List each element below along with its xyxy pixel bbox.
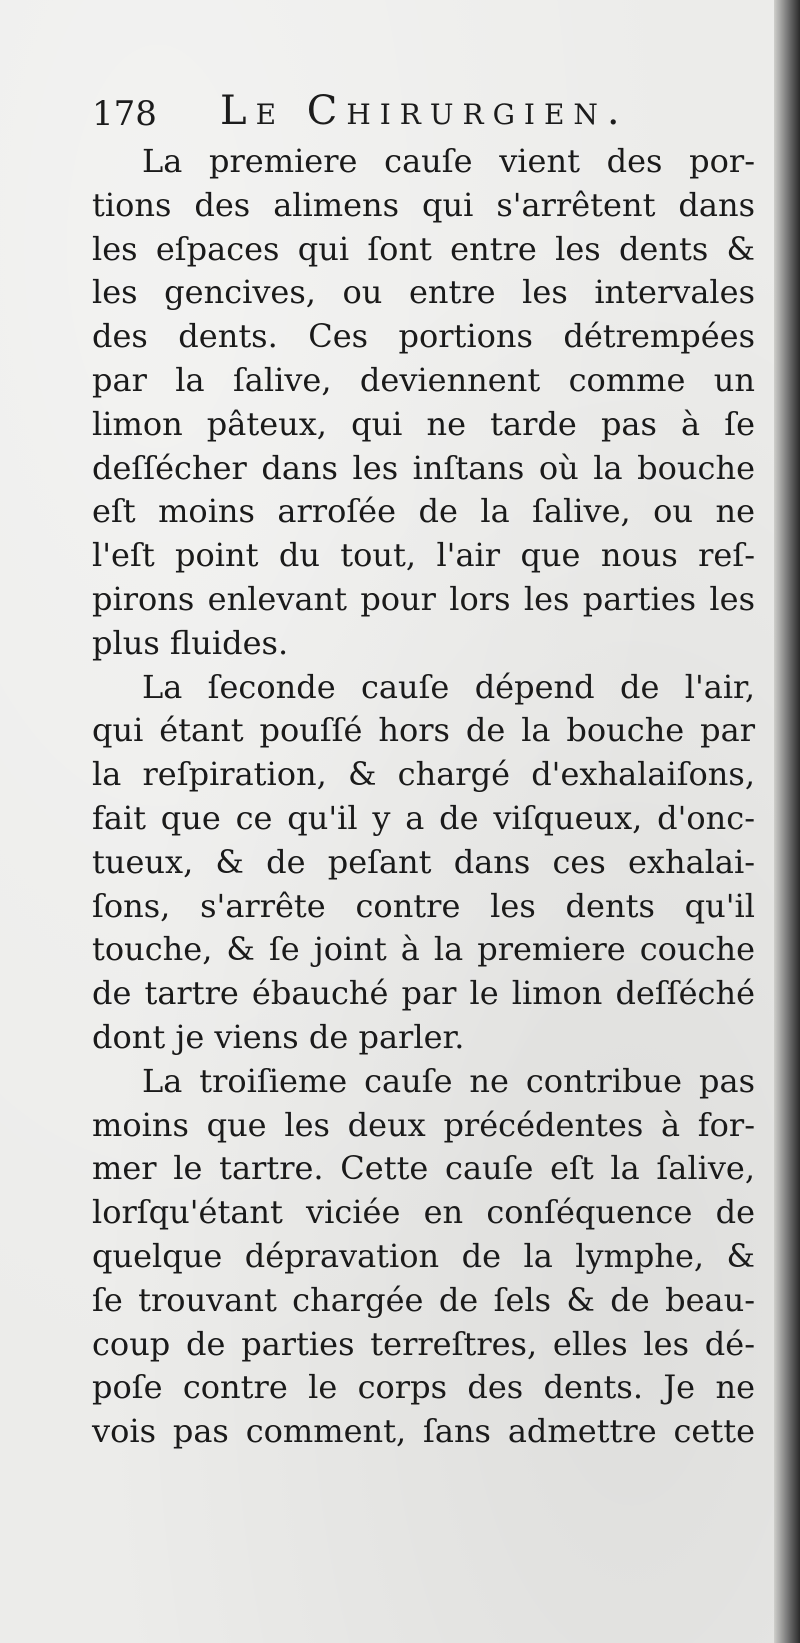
- text-line: deſſécher dans les inſtans où la bouche: [92, 448, 755, 487]
- text-line: pirons enlevant pour lors les parties les: [92, 579, 755, 618]
- text-line: ſe trouvant chargée de ſels & de beau-: [92, 1280, 755, 1319]
- text-line: coup de parties terreſtres, elles les dé-: [92, 1324, 755, 1363]
- text-line: ſons, s'arrête contre les dents qu'il: [92, 886, 755, 925]
- paragraph-2: [92, 666, 755, 1060]
- text-line: touche, & ſe joint à la premiere couche: [92, 930, 755, 969]
- running-title: Le Chirurgien.: [220, 88, 629, 134]
- text-line: quelque dépravation de la lymphe, &: [92, 1236, 755, 1275]
- text-line: tueux, & de peſant dans ces exhalai-: [92, 842, 755, 881]
- page-number: 178: [92, 94, 157, 134]
- text-line: moins que les deux précédentes à for-: [92, 1105, 755, 1144]
- text-line: par la ſalive, deviennent comme un: [92, 360, 755, 399]
- text-line: vois pas comment, ſans admettre cette: [92, 1412, 755, 1451]
- text-line: La premiere cauſe vient des por-: [142, 142, 755, 180]
- text-line: dont je viens de parler.: [92, 1017, 465, 1056]
- text-line: limon pâteux, qui ne tarde pas à ſe: [92, 404, 755, 443]
- text-line: de tartre ébauché par le limon deſſéché: [92, 974, 755, 1013]
- text-line: plus fluides.: [92, 623, 289, 662]
- text-line: les gencives, ou entre les intervales: [92, 273, 755, 312]
- paragraph-1: [92, 140, 755, 666]
- text-line: qui étant pouſſé hors de la bouche par: [92, 711, 755, 750]
- text-line: la reſpiration, & chargé d'exhalaiſons,: [92, 755, 755, 794]
- text-line: lorſqu'étant viciée en conſéquence de: [92, 1193, 755, 1232]
- text-line: eſt moins arroſée de la ſalive, ou ne: [92, 492, 755, 531]
- text-line: les eſpaces qui ſont entre les dents &: [92, 229, 755, 268]
- text-line: La troiſieme cauſe ne contribue pas: [142, 1061, 755, 1100]
- text-line: poſe contre le corps des dents. Je ne: [92, 1368, 755, 1407]
- text-line: mer le tartre. Cette cauſe eſt la ſalive,: [92, 1149, 755, 1188]
- page-edge-shadow: [774, 0, 800, 1643]
- text-line: tions des alimens qui s'arrêtent dans: [92, 185, 755, 224]
- body-text: [92, 140, 755, 1454]
- text-line: La ſeconde cauſe dépend de l'air,: [142, 667, 755, 706]
- text-line: l'eſt point du tout, l'air que nous reſ-: [92, 536, 755, 575]
- page-header: [92, 88, 772, 138]
- paragraph-3: [92, 1060, 755, 1454]
- text-line: des dents. Ces portions détrempées: [92, 317, 755, 356]
- text-line: fait que ce qu'il y a de viſqueux, d'onc-: [92, 798, 755, 837]
